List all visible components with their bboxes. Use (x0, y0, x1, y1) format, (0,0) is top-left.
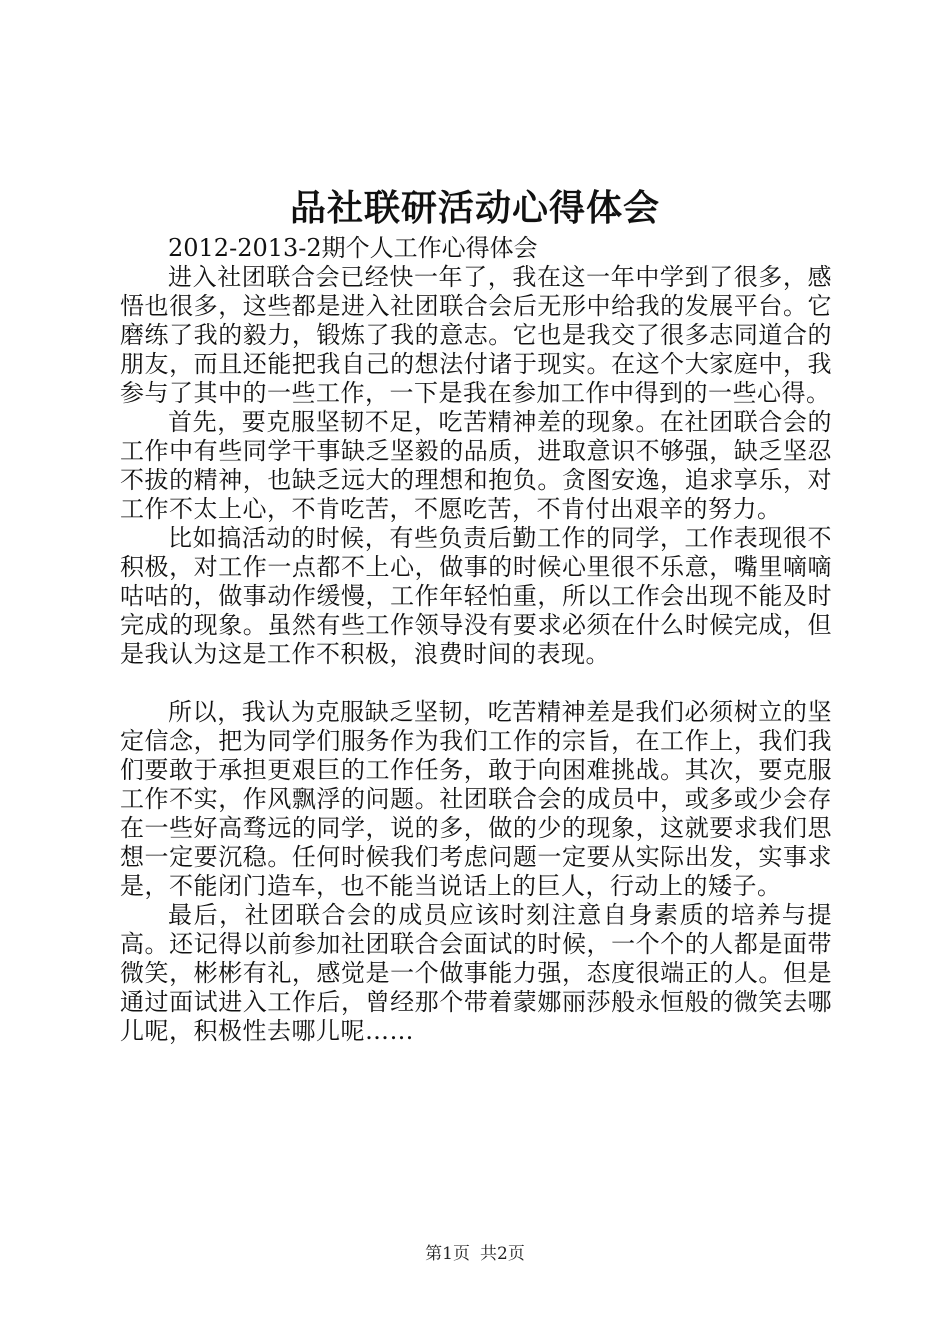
paragraph-4: 所以，我认为克服缺乏坚韧，吃苦精神差是我们必须树立的坚定信念，把为同学们服务作为我们工作的宗旨，在工作上，我们我们要敢于承担更艰巨的工作任务，敢于向困难挑战。其次，要克服工作不实，作风飘浮的问题。社团联合会的成员中，或多或少会存在一些好高骛远的同学，说的多，做的少的现象，这就要求我们思想一定要沉稳。任何时候我们考虑问题一定要从实际出发，实事求是，不能闭门造车，也不能当说话上的巨人，行动上的矮子。 (120, 698, 832, 900)
page-footer (0, 1242, 950, 1266)
paragraph-1: 进入社团联合会已经快一年了，我在这一年中学到了很多，感悟也很多，这些都是进入社团联合会后无形中给我的发展平台。它磨练了我的毅力，锻炼了我的意志。它也是我交了很多志同道合的朋友，而且还能把我自己的想法付诸于现实。在这个大家庭中，我参与了其中的一些工作，一下是我在参加工作中得到的一些心得。 (120, 263, 832, 407)
document-subtitle: 2012-2013-2期个人工作心得体会 (168, 234, 538, 262)
paragraph-5: 最后，社团联合会的成员应该时刻注意自身素质的培养与提高。还记得以前参加社团联合会面试的时候，一个个的人都是面带微笑，彬彬有礼，感觉是一个做事能力强，态度很端正的人。但是通过面试进入工作后，曾经那个带着蒙娜丽莎般永恒般的微笑去哪儿呢，积极性去哪儿呢…… (120, 901, 832, 1045)
page-total: 共2页 (480, 1244, 525, 1264)
paragraph-3: 比如搞活动的时候，有些负责后勤工作的同学，工作表现很不积极，对工作一点都不上心，做事的时候心里很不乐意，嘴里嘀嘀咕咕的，做事动作缓慢，工作年轻怕重，所以工作会出现不能及时完成的现象。虽然有些工作领导没有要求必须在什么时候完成，但是我认为这是工作不积极，浪费时间的表现。 (120, 524, 832, 668)
document-title: 品社联研活动心得体会 (289, 187, 660, 229)
page-number: 第1页 (425, 1244, 470, 1264)
paragraph-2: 首先，要克服坚韧不足，吃苦精神差的现象。在社团联合会的工作中有些同学干事缺乏坚毅的品质，进取意识不够强，缺乏坚忍不拔的精神，也缺乏远大的理想和抱负。贪图安逸，追求享乐，对工作不太上心，不肯吃苦，不愿吃苦，不肯付出艰辛的努力。 (120, 408, 832, 523)
document-body (120, 234, 832, 1046)
